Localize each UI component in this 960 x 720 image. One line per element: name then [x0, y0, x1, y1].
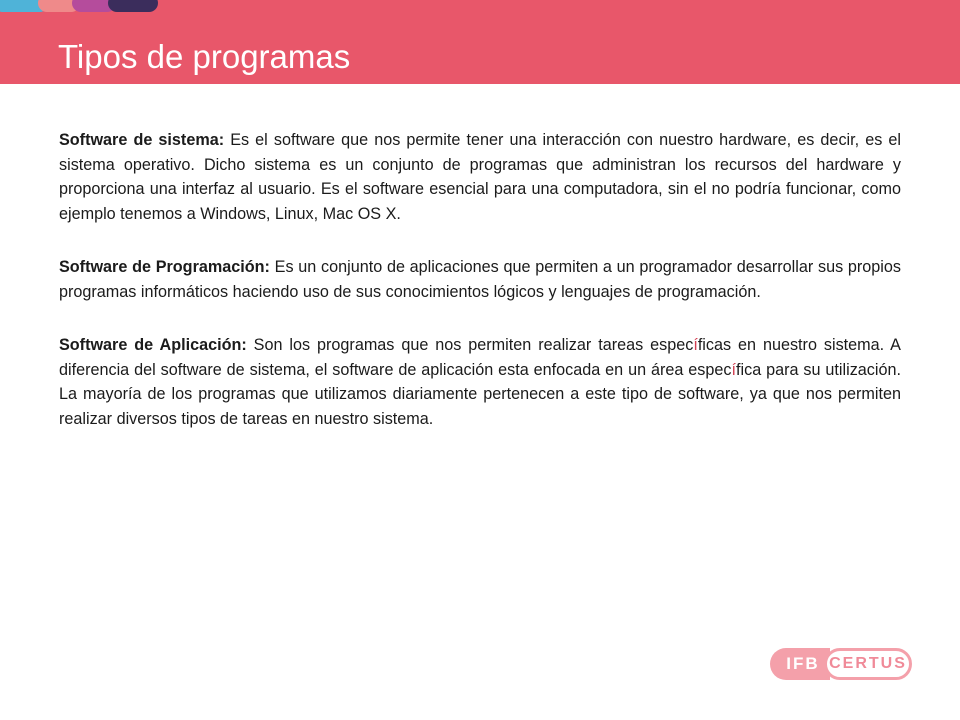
header-bar	[0, 0, 960, 84]
ifb-certus-logo	[770, 646, 922, 682]
paragraph-application-software	[59, 333, 901, 431]
paragraph-body: Es un conjunto de aplicaciones que permiten a un programador desarrollar sus propios programas informáticos haciendo uso de sus conocimientos lógicos y lenguajes de programación.	[59, 258, 901, 301]
paragraph-body: Es el software que nos permite tener una interacción con nuestro hardware, es decir, es el sistema operativo. Dicho sistema es un conjunto de programas que administran los recursos del hardware y proporciona una interfaz al usuario. Es el software esencial para una computadora, sin el no podría funcionar, como ejemplo tenemos a Windows, Linux, Mac OS X.	[59, 131, 901, 223]
paragraph-body: ficas en nuestro sistema. A diferencia del software de sistema, el software de aplicación esta enfocada en un área espec	[59, 336, 901, 379]
page-title: Tipos de programas	[58, 38, 351, 75]
logo-certus: CERTUS	[824, 648, 912, 680]
slide-content	[59, 128, 901, 460]
paragraph-programming-software	[59, 255, 901, 304]
decorative-tab-navy	[108, 0, 158, 12]
paragraph-heading: Software de sistema:	[59, 131, 225, 149]
paragraph-body: fica para su utilización. La mayoría de los programas que utilizamos diariamente pertenecen a este tipo de software, ya que nos permiten realizar diversos tipos de tareas en nuestro sistema.	[59, 360, 901, 428]
logo-ifb: IFB	[770, 648, 830, 680]
accent-letter: í	[731, 360, 736, 379]
paragraph-heading: Software de Programación:	[59, 258, 270, 276]
paragraph-system-software	[59, 128, 901, 226]
accent-letter: í	[693, 336, 698, 354]
paragraph-heading: Software de Aplicación:	[59, 336, 247, 354]
paragraph-body: Son los programas que nos permiten realizar tareas espec	[246, 336, 694, 354]
